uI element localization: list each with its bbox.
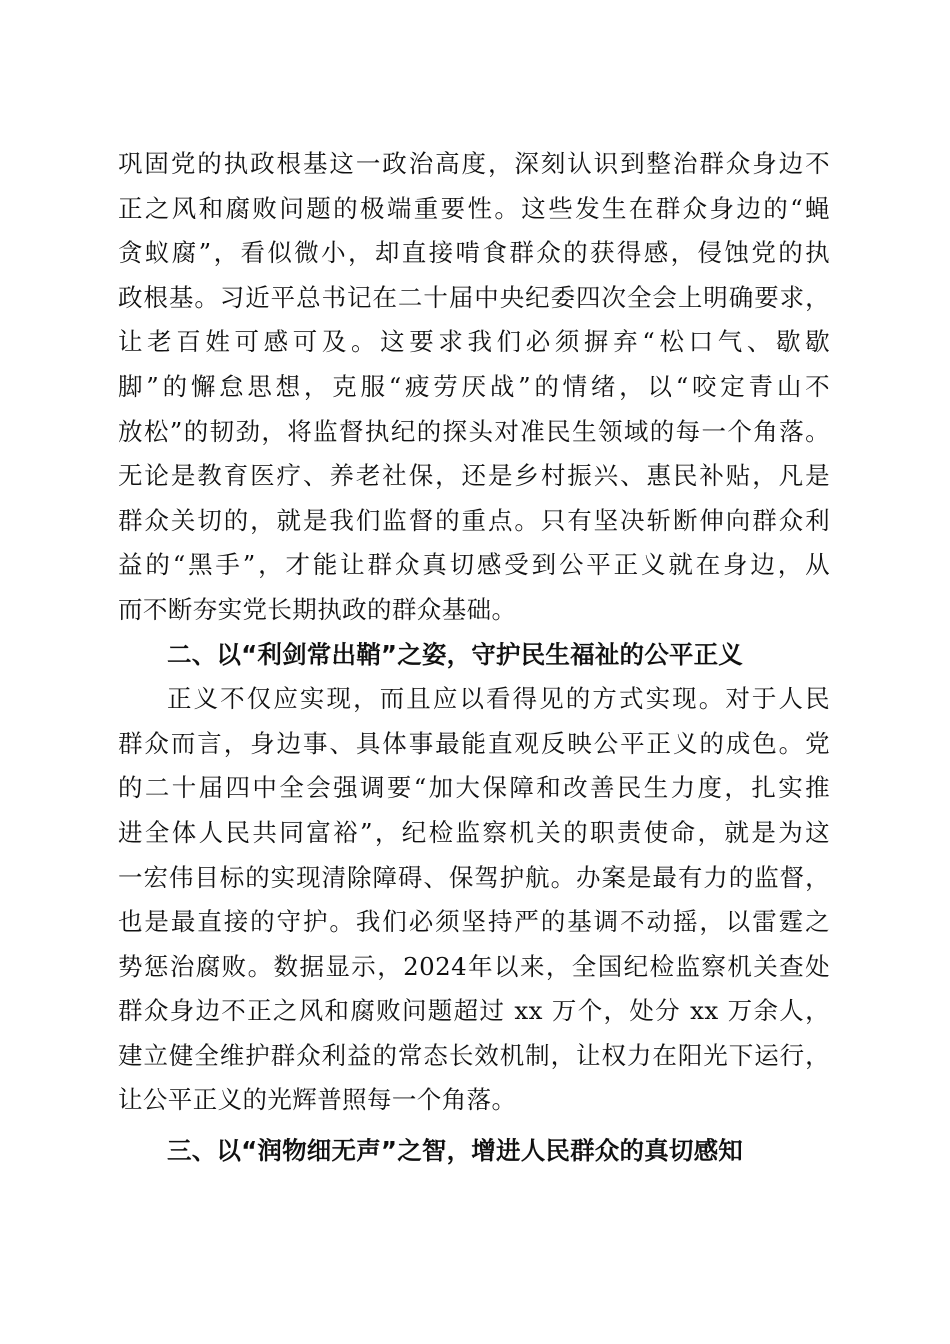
- paragraph-2-line: 进全体人民共同富裕”，纪检监察机关的职责使命，就是为这: [118, 817, 830, 847]
- paragraph-2-line: 势惩治腐败。数据显示，2024年以来，全国纪检监察机关查处: [118, 951, 830, 981]
- paragraph-2-line: 的二十届四中全会强调要“加大保障和改善民生力度，扎实推: [118, 773, 830, 803]
- paragraph-1-line: 贪蚁腐”，看似微小，却直接啃食群众的获得感，侵蚀党的执: [118, 238, 830, 268]
- document-body: [118, 142, 830, 1174]
- paragraph-2-line: 建立健全维护群众利益的常态长效机制，让权力在阳光下运行，: [118, 1040, 830, 1070]
- section-heading-2: 二、以“利剑常出鞘”之姿，守护民生福祉的公平正义: [167, 639, 744, 669]
- paragraph-2: [118, 677, 830, 1123]
- paragraph-1: [118, 142, 830, 633]
- paragraph-1-line: 益的“黑手”，才能让群众真切感受到公平正义就在身边，从: [118, 550, 830, 580]
- paragraph-1-line: 脚”的懈怠思想，克服“疲劳厌战”的情绪，以“咬定青山不: [118, 371, 830, 401]
- paragraph-2-line: 让公平正义的光辉普照每一个角落。: [118, 1085, 517, 1115]
- paragraph-2-line: 也是最直接的守护。我们必须坚持严的基调不动摇，以雷霆之: [118, 907, 830, 937]
- paragraph-2-line: 正义不仅应实现，而且应以看得见的方式实现。对于人民: [167, 684, 830, 714]
- paragraph-2-line: 群众而言，身边事、具体事最能直观反映公平正义的成色。党: [118, 728, 830, 758]
- paragraph-2-line: 群众身边不正之风和腐败问题超过 xx 万个，处分 xx 万余人，: [118, 996, 830, 1026]
- paragraph-1-line: 无论是教育医疗、养老社保，还是乡村振兴、惠民补贴，凡是: [118, 461, 830, 491]
- paragraph-1-line: 而不断夯实党长期执政的群众基础。: [118, 594, 517, 624]
- paragraph-1-line: 正之风和腐败问题的极端重要性。这些发生在群众身边的“蝇: [118, 193, 830, 223]
- paragraph-1-line: 群众关切的，就是我们监督的重点。只有坚决斩断伸向群众利: [118, 505, 830, 535]
- section-heading-3: 三、以“润物细无声”之智，增进人民群众的真切感知: [167, 1136, 744, 1166]
- paragraph-1-line: 放松”的韧劲，将监督执纪的探头对准民生领域的每一个角落。: [118, 416, 830, 446]
- paragraph-1-line: 让老百姓可感可及。这要求我们必须摒弃“松口气、歇歇: [118, 327, 830, 357]
- paragraph-1-line: 巩固党的执政根基这一政治高度，深刻认识到整治群众身边不: [118, 149, 830, 178]
- paragraph-2-line: 一宏伟目标的实现清除障碍、保驾护航。办案是最有力的监督，: [118, 862, 830, 892]
- paragraph-1-line: 政根基。习近平总书记在二十届中央纪委四次全会上明确要求，: [118, 282, 830, 312]
